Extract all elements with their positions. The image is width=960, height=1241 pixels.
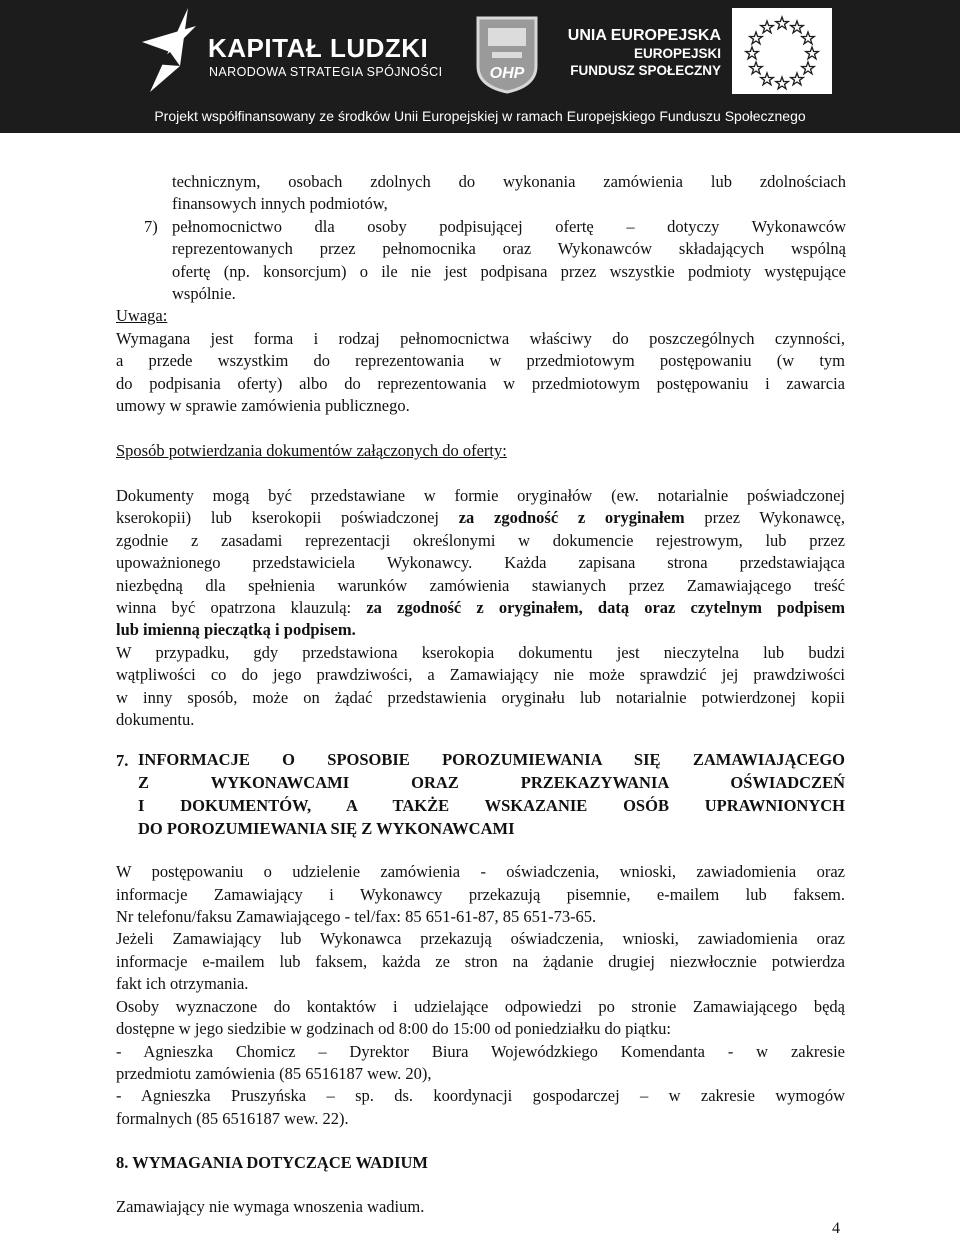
comm-line2: informacje Zamawiający i Wykonawcy przekazują pisemnie, e-mailem lub faksem.: [116, 885, 845, 904]
list-continuation-line1: technicznym, osobach zdolnych do wykonania zamówienia lub zdolnościach: [172, 172, 846, 191]
section-7-heading-line4: DO POROZUMIEWANIA SIĘ Z WYKONAWCAMI: [138, 819, 515, 838]
section-8-heading: 8. WYMAGANIA DOTYCZĄCE WADIUM: [116, 1153, 428, 1172]
header-banner: [0, 0, 960, 133]
eu-text-block: [555, 26, 721, 79]
comm-contact-1-line1: - Agnieszka Chomicz – Dyrektor Biura Wojewódzkiego Komendanta - w zakresie: [116, 1042, 845, 1061]
confirm-line10: w inny sposób, może on żądać przedstawienia oryginału lub notarialnie potwierdzonej kopii: [116, 688, 845, 707]
list-item-7-line2: reprezentowanych przez pełnomocnika oraz Wykonawców składających wspólną: [172, 239, 846, 258]
note-label: Uwaga:: [116, 306, 168, 325]
comm-line3: Nr telefonu/faksu Zamawiającego - tel/fax: 85 651-61-87, 85 651-73-65.: [116, 907, 597, 926]
comm-contact-2-line2: formalnych (85 6516187 wew. 22).: [116, 1109, 349, 1128]
ohp-logo-icon: [470, 12, 544, 96]
kapital-ludzki-title: KAPITAŁ LUDZKI: [208, 33, 429, 63]
section-7-heading-line1: INFORMACJE O SPOSOBIE POROZUMIEWANIA SIĘ ZAMAWIAJĄCEGO: [138, 750, 845, 769]
confirm-line4: upoważnionego przedstawiciela Wykonawcy. Każda zapisana strona przedstawiająca: [116, 553, 845, 572]
confirm-line1: Dokumenty mogą być przedstawiane w formie oryginałów (ew. notarialnie poświadczonej: [116, 486, 845, 505]
eu-fund-line2: FUNDUSZ SPOŁECZNY: [570, 63, 721, 78]
confirm-line9: wątpliwości co do jego prawdziwości, a Zamawiający nie może sprawdzić jej prawdziwości: [116, 665, 845, 684]
comm-contact-1-line2: przedmiotu zamówienia (85 6516187 wew. 20),: [116, 1064, 432, 1083]
list-item-7-line3: ofertę (np. konsorcjum) o ile nie jest podpisana przez wszystkie podmioty występujące: [172, 262, 846, 281]
confirm-line6: winna być opatrzona klauzulą: za zgodność z oryginałem, datą oraz czytelnym podpisem: [116, 598, 846, 617]
confirm-line11: dokumentu.: [116, 710, 195, 729]
note-line3: do podpisania oferty) albo do reprezentowania w przedmiotowym postępowaniu i zawarcia: [116, 374, 845, 393]
comm-contact-2-line1: - Agnieszka Pruszyńska – sp. ds. koordynacji gospodarczej – w zakresie wymogów: [116, 1086, 845, 1105]
list-item-7-line4: wspólnie.: [172, 284, 236, 303]
note-line2: a przede wszystkim do reprezentowania w przedmiotowym postępowaniu (w tym: [116, 351, 845, 370]
confirm-emphasis-certified: za zgodność z oryginałem: [458, 508, 685, 527]
section-7-number: 7.: [116, 751, 129, 770]
comm-line7: Osoby wyznaczone do kontaktów i udzielające odpowiedzi po stronie Zamawiającego będą: [116, 997, 845, 1016]
eu-title: UNIA EUROPEJSKA: [567, 27, 721, 44]
eu-fund-line1: EUROPEJSKI: [633, 46, 721, 61]
comm-line8: dostępne w jego siedzibie w godzinach od 8:00 do 15:00 od poniedziałku do piątku:: [116, 1019, 671, 1038]
comm-line6: fakt ich otrzymania.: [116, 974, 249, 993]
project-funding-line: Projekt współfinansowany ze środków Unii Europejskiej w ramach Europejskiego Funduszu Społecznego: [154, 108, 806, 124]
kapital-ludzki-subtitle: NARODOWA STRATEGIA SPÓJNOŚCI: [209, 65, 443, 79]
confirm-line7: lub imienną pieczątką i podpisem.: [116, 620, 356, 639]
confirm-emphasis-clause: za zgodność z oryginałem, datą oraz czytelnym podpisem: [366, 598, 846, 617]
kapital-ludzki-star-emblem-icon: [140, 6, 198, 94]
ohp-logo-text: OHP: [489, 65, 525, 82]
comm-line4: Jeżeli Zamawiający lub Wykonawca przekazują oświadczenia, wnioski, zawiadomienia oraz: [116, 929, 845, 948]
confirm-line3: zgodnie z zasadami reprezentacji określonymi w dokumencie rejestrowym, lub przez: [116, 531, 845, 550]
section-7-heading-line2: Z WYKONAWCAMI ORAZ PRZEKAZYWANIA OŚWIADCZEŃ: [138, 773, 845, 792]
confirm-line2: kserokopii) lub kserokopii poświadczonej za zgodność z oryginałem przez Wykonawcę,: [116, 508, 846, 527]
section-7-heading-line3: I DOKUMENTÓW, A TAKŻE WSKAZANIE OSÓB UPRAWNIONYCH: [138, 796, 845, 815]
confirm-line8: W przypadku, gdy przedstawiona kserokopia dokumentu jest nieczytelna lub budzi: [116, 643, 845, 662]
note-line1: Wymagana jest forma i rodzaj pełnomocnictwa właściwy do poszczególnych czynności,: [116, 329, 845, 348]
list-continuation-line2: finansowych innych podmiotów,: [172, 194, 388, 213]
list-item-7-line1: pełnomocnictwo dla osoby podpisującej ofertę – dotyczy Wykonawców: [172, 217, 846, 236]
page-number: 4: [832, 1220, 840, 1237]
section-8-text: Zamawiający nie wymaga wnoszenia wadium.: [116, 1197, 425, 1216]
confirm-heading: Sposób potwierdzania dokumentów załączonych do oferty:: [116, 441, 507, 460]
comm-line5: informacje e-mailem lub faksem, każda ze stron na żądanie drugiej niezwłocznie potwierdza: [116, 952, 845, 971]
eu-flag-icon: [732, 8, 832, 94]
note-line4: umowy w sprawie zamówienia publicznego.: [116, 396, 410, 415]
confirm-line5: niezbędną dla spełnienia warunków zamówienia stawianych przez Zamawiającego treść: [116, 576, 845, 595]
list-item-7-number: 7): [144, 217, 158, 236]
comm-line1: W postępowaniu o udzielenie zamówienia - oświadczenia, wnioski, zawiadomienia oraz: [116, 862, 845, 881]
